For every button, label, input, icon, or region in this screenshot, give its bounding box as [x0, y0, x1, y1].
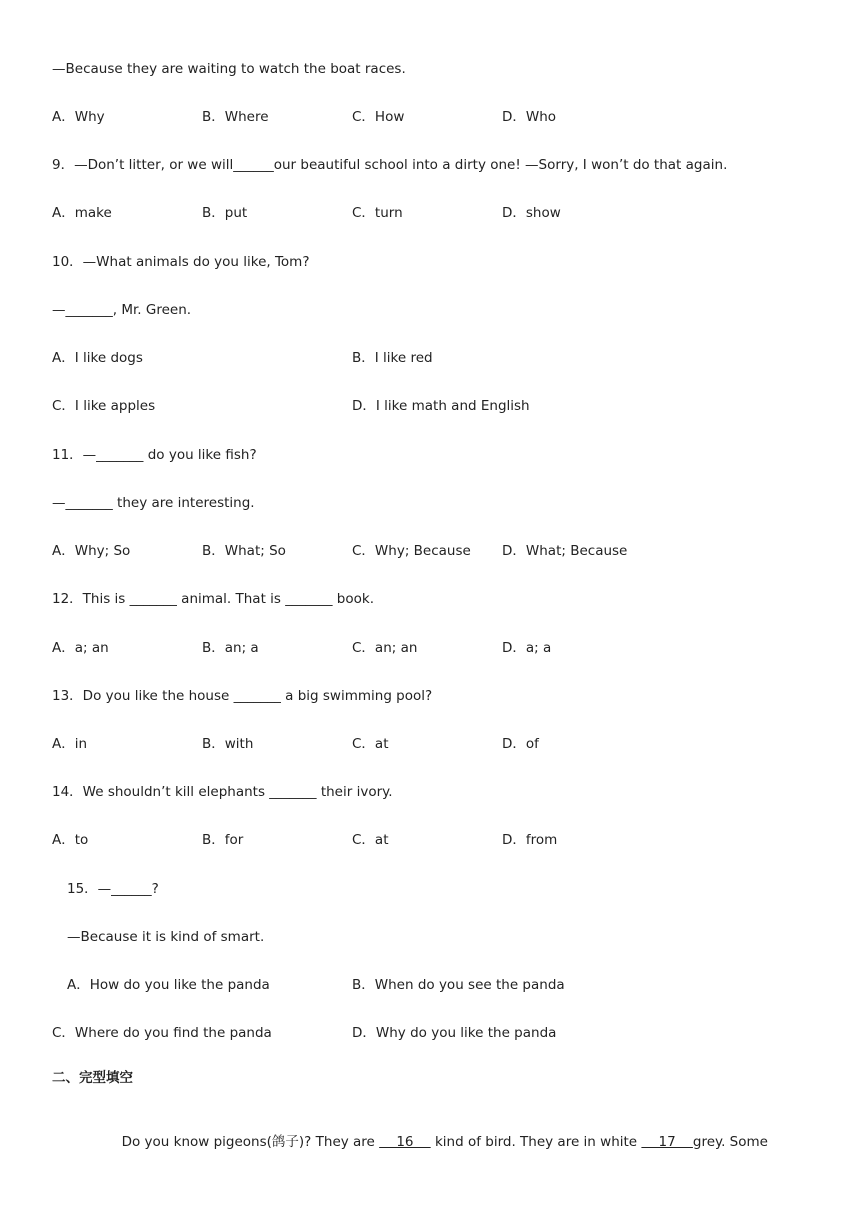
question-10-answer: —_______, Mr. Green. — [52, 302, 192, 318]
q10-option-c[interactable]: C．I like apples — [52, 398, 156, 414]
q15-option-c[interactable]: C．Where do you find the panda — [52, 1025, 272, 1041]
q9-option-b[interactable]: B．put — [202, 205, 248, 221]
q15-option-a[interactable]: A．How do you like the panda — [67, 977, 270, 993]
passage-text-2: kind of bird. They are in white — [430, 1134, 642, 1150]
q14-option-c[interactable]: C．at — [352, 832, 389, 848]
question-10-stem: 10．—What animals do you like, Tom? — [52, 254, 310, 270]
question-9-stem: 9．—Don’t litter, or we will______our beautiful school into a dirty one! —Sorry, I won’t do that again. — [52, 157, 728, 173]
q15-option-d[interactable]: D．Why do you like the panda — [352, 1025, 557, 1041]
q9-option-c[interactable]: C．turn — [352, 205, 403, 221]
q13-option-b[interactable]: B．with — [202, 736, 254, 752]
question-12-stem: 12．This is _______ animal. That is _______ book. — [52, 591, 374, 607]
q14-option-d[interactable]: D．from — [502, 832, 558, 848]
blank-16[interactable]: 16 — [379, 1134, 431, 1150]
passage-text-1: Do you know pigeons(鸽子)? They are — [121, 1134, 380, 1150]
question-15-stem: 15．—______? — [67, 881, 159, 897]
q8-option-b[interactable]: B．Where — [202, 109, 269, 125]
q12-option-b[interactable]: B．an; a — [202, 640, 259, 656]
passage-text-3: grey. Some — [692, 1134, 768, 1150]
q10-option-b[interactable]: B．I like red — [352, 350, 433, 366]
question-11-stem: 11．—_______ do you like fish? — [52, 447, 257, 463]
q9-option-a[interactable]: A．make — [52, 205, 112, 221]
q12-option-a[interactable]: A．a; an — [52, 640, 109, 656]
question-13-stem: 13．Do you like the house _______ a big swimming pool? — [52, 688, 433, 704]
q11-option-c[interactable]: C．Why; Because — [352, 543, 471, 559]
question-15-answer: —Because it is kind of smart. — [67, 929, 265, 945]
q8-option-c[interactable]: C．How — [352, 109, 405, 125]
q14-option-b[interactable]: B．for — [202, 832, 244, 848]
q13-option-a[interactable]: A．in — [52, 736, 88, 752]
section-title-cloze: 二、完型填空 — [52, 1070, 133, 1086]
q11-option-a[interactable]: A．Why; So — [52, 543, 131, 559]
answer-line-q8: —Because they are waiting to watch the boat races. — [52, 61, 406, 77]
cloze-passage — [113, 1112, 768, 1152]
q9-option-d[interactable]: D．show — [502, 205, 561, 221]
q8-option-d[interactable]: D．Who — [502, 109, 557, 125]
q12-option-d[interactable]: D．a; a — [502, 640, 552, 656]
q15-option-b[interactable]: B．When do you see the panda — [352, 977, 565, 993]
question-11-answer: —_______ they are interesting. — [52, 495, 255, 511]
q11-option-d[interactable]: D．What; Because — [502, 543, 628, 559]
q11-option-b[interactable]: B．What; So — [202, 543, 286, 559]
q8-option-a[interactable]: A．Why — [52, 109, 105, 125]
q10-option-a[interactable]: A．I like dogs — [52, 350, 143, 366]
q13-option-c[interactable]: C．at — [352, 736, 389, 752]
q10-option-d[interactable]: D．I like math and English — [352, 398, 530, 414]
q14-option-a[interactable]: A．to — [52, 832, 89, 848]
blank-17[interactable]: 17 — [641, 1134, 693, 1150]
question-14-stem: 14．We shouldn’t kill elephants _______ their ivory. — [52, 784, 393, 800]
q13-option-d[interactable]: D．of — [502, 736, 539, 752]
q12-option-c[interactable]: C．an; an — [352, 640, 418, 656]
